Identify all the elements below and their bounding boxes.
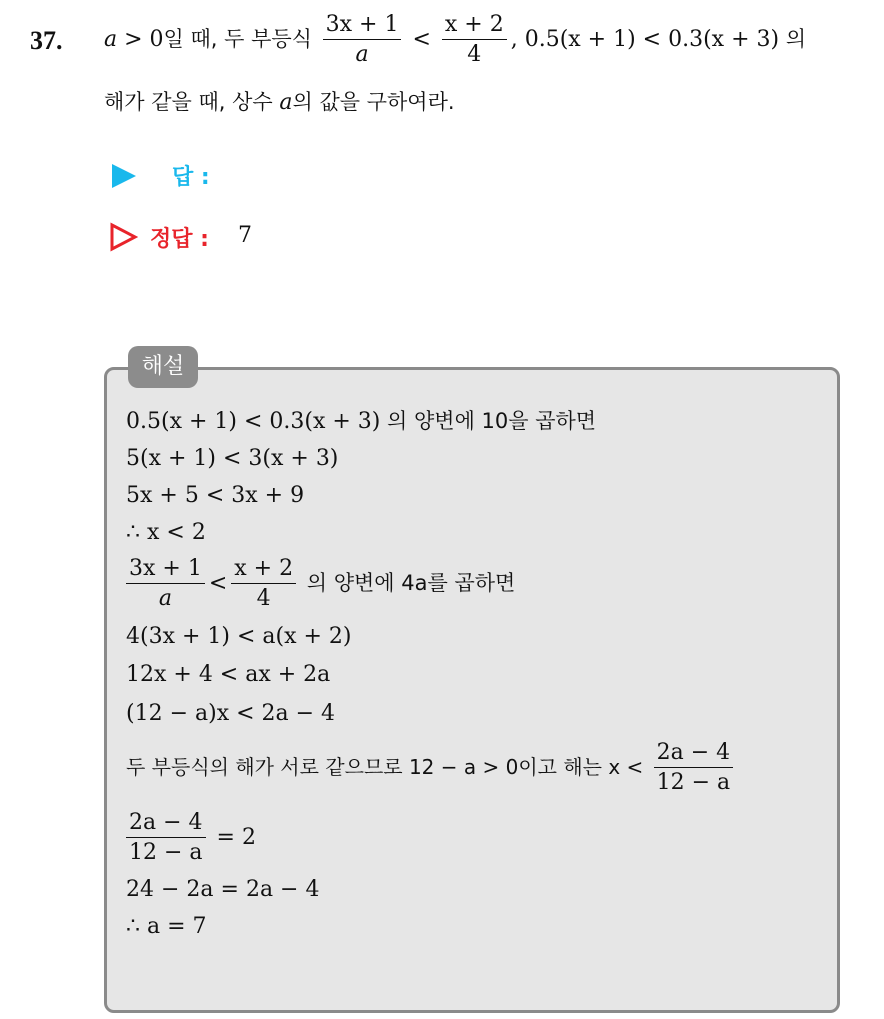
line-10-rest: = 2	[209, 824, 256, 850]
explanation-line-8: (12 − a)x < 2a − 4	[126, 701, 336, 726]
fraction-1-denominator: a	[355, 42, 369, 68]
question-text-2: 의	[779, 26, 807, 51]
line-1-text: 의 양변에 10을 곱하면	[380, 409, 597, 433]
answer-label: 답 :	[172, 165, 210, 190]
condition-variable: a	[104, 26, 118, 52]
explanation-line-1	[126, 405, 596, 435]
question-number: 37.	[30, 26, 63, 55]
less-than: <	[405, 26, 438, 52]
line-1-math: 0.5(x + 1) < 0.3(x + 3)	[126, 409, 381, 434]
line-9-fraction-numerator: 2a − 4	[654, 740, 734, 768]
explanation-line-4: ∴ x < 2	[126, 520, 206, 545]
line-9-fraction-denominator: 12 − a	[656, 770, 731, 796]
line-5-text: 의 양변에 4a를 곱하면	[300, 570, 516, 595]
explanation-tab: 해설	[128, 346, 198, 388]
inequality-2: , 0.5(x + 1) < 0.3(x + 3)	[510, 26, 780, 52]
line-5-less-than: <	[208, 570, 228, 596]
question-text-3: 해가 같을 때, 상수	[104, 90, 280, 114]
explanation-line-12: ∴ a = 7	[126, 914, 207, 939]
question-text-1: 일 때, 두 부등식	[163, 26, 319, 51]
correct-answer-value: 7	[238, 223, 252, 248]
explanation-line-5	[122, 556, 515, 612]
line-10-fraction-numerator: 2a − 4	[126, 810, 206, 838]
explanation-line-6: 4(3x + 1) < a(x + 2)	[126, 624, 352, 649]
correct-answer-triangle-icon	[110, 222, 138, 252]
question-line-2	[104, 86, 455, 116]
constant-variable: a	[279, 90, 293, 115]
explanation-line-3: 5x + 5 < 3x + 9	[126, 483, 305, 508]
explanation-line-7: 12x + 4 < ax + 2a	[126, 662, 331, 687]
fraction-2-numerator: x + 2	[442, 12, 507, 40]
line-5-fraction-1-denominator: a	[158, 586, 172, 612]
line-9-text: 두 부등식의 해가 서로 같으므로 12 − a > 0이고 해는 x <	[126, 754, 650, 779]
explanation-line-10	[122, 810, 256, 866]
fraction-2-denominator: 4	[467, 42, 482, 68]
line-5-fraction-1-numerator: 3x + 1	[126, 556, 205, 584]
line-5-fraction-2	[231, 556, 296, 612]
line-5-fraction-2-denominator: 4	[256, 586, 271, 612]
question-line-1	[104, 12, 806, 68]
fraction-1	[323, 12, 402, 68]
line-10-fraction-denominator: 12 − a	[129, 840, 203, 866]
line-5-fraction-1	[126, 556, 205, 612]
question-text-4: 의 값을 구하여라.	[292, 90, 455, 114]
explanation-line-11: 24 − 2a = 2a − 4	[126, 877, 320, 902]
explanation-line-9	[126, 740, 737, 796]
line-9-fraction	[654, 740, 734, 796]
answer-triangle-icon	[112, 164, 136, 188]
explanation-line-2: 5(x + 1) < 3(x + 3)	[126, 446, 339, 471]
correct-answer-label: 정답 :	[150, 227, 209, 252]
fraction-2	[442, 12, 507, 68]
line-10-fraction	[126, 810, 206, 866]
condition-inequality: > 0	[117, 26, 164, 52]
fraction-1-numerator: 3x + 1	[323, 12, 402, 40]
line-5-fraction-2-numerator: x + 2	[231, 556, 296, 584]
